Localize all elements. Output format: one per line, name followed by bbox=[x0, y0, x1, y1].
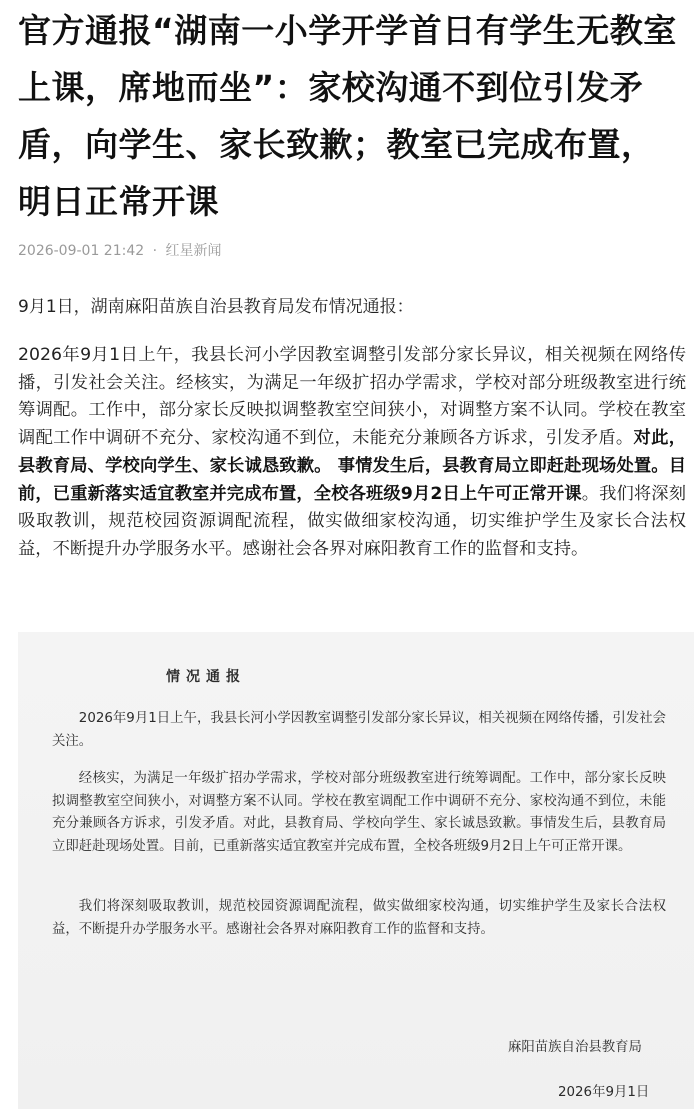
notice-heading: 情况通报 bbox=[166, 669, 246, 685]
meta-separator: · bbox=[152, 243, 158, 259]
notice-paragraph-2: 经核实，为满足一年级扩招办学需求，学校对部分班级教室进行统筹调配。工作中，部分家长反映拟调整教室空间狭小，对调整方案不认同。学校在教室调配工作中调研不充分、家校沟通不到位，未能充分兼顾各方诉求，引发矛盾。对此，县教育局、学校向学生、家长诚恳致歉。事情发生后，县教育局立即赶赴现场处置。目前，已重新落实适宜教室并完成布置，全校各班级9月2日上午可正常开课。 bbox=[52, 771, 666, 854]
article-meta bbox=[18, 240, 226, 260]
notice-paragraph-3: 我们将深刻吸取教训，规范校园资源调配流程，做实做细家校沟通，切实维护学生及家长合法权益，不断提升办学服务水平。感谢社会各界对麻阳教育工作的监督和支持。 bbox=[52, 899, 666, 937]
notice-paragraph-1: 2026年9月1日上午，我县长河小学因教室调整引发部分家长异议，相关视频在网络传播，引发社会关注。 bbox=[52, 711, 666, 749]
body-text-part1: 2026年9月1日上午，我县长河小学因教室调整引发部分家长异议，相关视频在网络传播，引发社会关注。经核实，为满足一年级扩招办学需求，学校对部分班级教室进行统筹调配。工作中，部分家长反映拟调整教室空间狭小，对调整方案不认同。学校在教室调配工作中调研不充分、家校沟通不到位，未能充分兼顾各方诉求，引发矛盾。 bbox=[18, 345, 686, 449]
lead-paragraph: 9月1日，湖南麻阳苗族自治县教育局发布情况通报： bbox=[18, 297, 414, 317]
notice-signature-date: 2026年9月1日 bbox=[558, 1085, 650, 1100]
body-paragraph bbox=[18, 342, 686, 564]
body-text-bold: 对此，县教育局、学校向学生、家长诚恳致歉。 事情发生后，县教育局立即赶赴现场处置。目前，已重新落实适宜教室并完成布置，全校各班级9月2日上午可正常开课 bbox=[18, 428, 686, 504]
publish-timestamp: 2026-09-01 21:42 bbox=[18, 243, 145, 259]
source-name[interactable]: 红星新闻 bbox=[165, 243, 222, 259]
body-text-part3: 。我们将深刻吸取教训，规范校园资源调配流程，做实做细家校沟通，切实维护学生及家长合法权益，不断提升办学服务水平。感谢社会各界对麻阳教育工作的监督和支持。 bbox=[18, 483, 686, 559]
official-notice-image[interactable] bbox=[18, 632, 694, 1109]
article-title: 官方通报“湖南一小学开学首日有学生无教室上课，席地而坐”：家校沟通不到位引发矛盾，向学生、家长致歉；教室已完成布置，明日正常开课 bbox=[18, 11, 677, 221]
notice-signature-org: 麻阳苗族自治县教育局 bbox=[508, 1040, 642, 1055]
